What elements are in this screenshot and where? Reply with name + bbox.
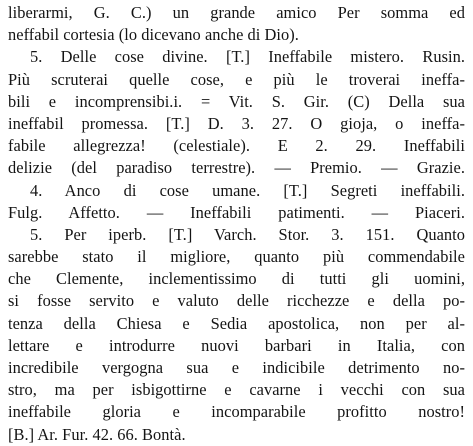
text-line-12: sarebbe stato il migliore, quanto più commendabile <box>8 247 465 267</box>
text-line-16: lettare e introdurre nuovi barbari in Italia, con <box>8 335 465 355</box>
text-line-17: incredibile vergogna sua e indicibile detrimento no- <box>8 358 465 377</box>
text-line-7: fabile allegrezza! (celestiale). E 2. 29. Ineffabili <box>8 136 465 156</box>
text-line-20: [B.] Ar. Fur. 42. 66. Bontà. <box>8 424 186 444</box>
text-line-11: 5. Per iperb. [T.] Varch. Stor. 3. 151. Quanto <box>30 224 465 244</box>
text-line-5: bili e incomprensibi.i. = Vit. S. Gir. (C) Della sua <box>8 91 465 111</box>
text-line-18: stro, ma per isbigottirne e cavarne i vecchi con sua <box>8 380 465 400</box>
text-line-15: tenza della Chiesa e Sedia apostolica, non per al- <box>8 313 465 333</box>
text-line-6: ineffabil promessa. [T.] D. 3. 27. O gioja, o ineffa- <box>8 113 465 133</box>
text-line-10: Fulg. Affetto. — Ineffabili patimenti. — Piaceri. <box>8 202 465 222</box>
text-line-1: liberarmi, G. C.) un grande amico Per somma ed <box>8 3 465 22</box>
text-line-13: che Clemente, inclementissimo di tutti gli uomini, <box>8 269 465 289</box>
text-line-8: delizie (del paradiso terrestre). — Premio. — Grazie. <box>8 158 465 178</box>
text-line-3: 5. Delle cose divine. [T.] Ineffabile mistero. Rusin. <box>30 47 465 67</box>
text-line-19: ineffabile gloria e incomparabile profitto nostro! <box>8 402 465 422</box>
text-line-4: Più scruterai quelle cose, e più le troverai ineffa- <box>8 69 465 89</box>
text-line-9: 4. Anco di cose umane. [T.] Segreti ineffabili. <box>30 180 465 200</box>
text-line-14: si fosse servito e valuto delle ricchezze e della po- <box>8 291 465 311</box>
text-line-2: neffabil cortesia (lo dicevano anche di Dio). <box>8 25 299 45</box>
